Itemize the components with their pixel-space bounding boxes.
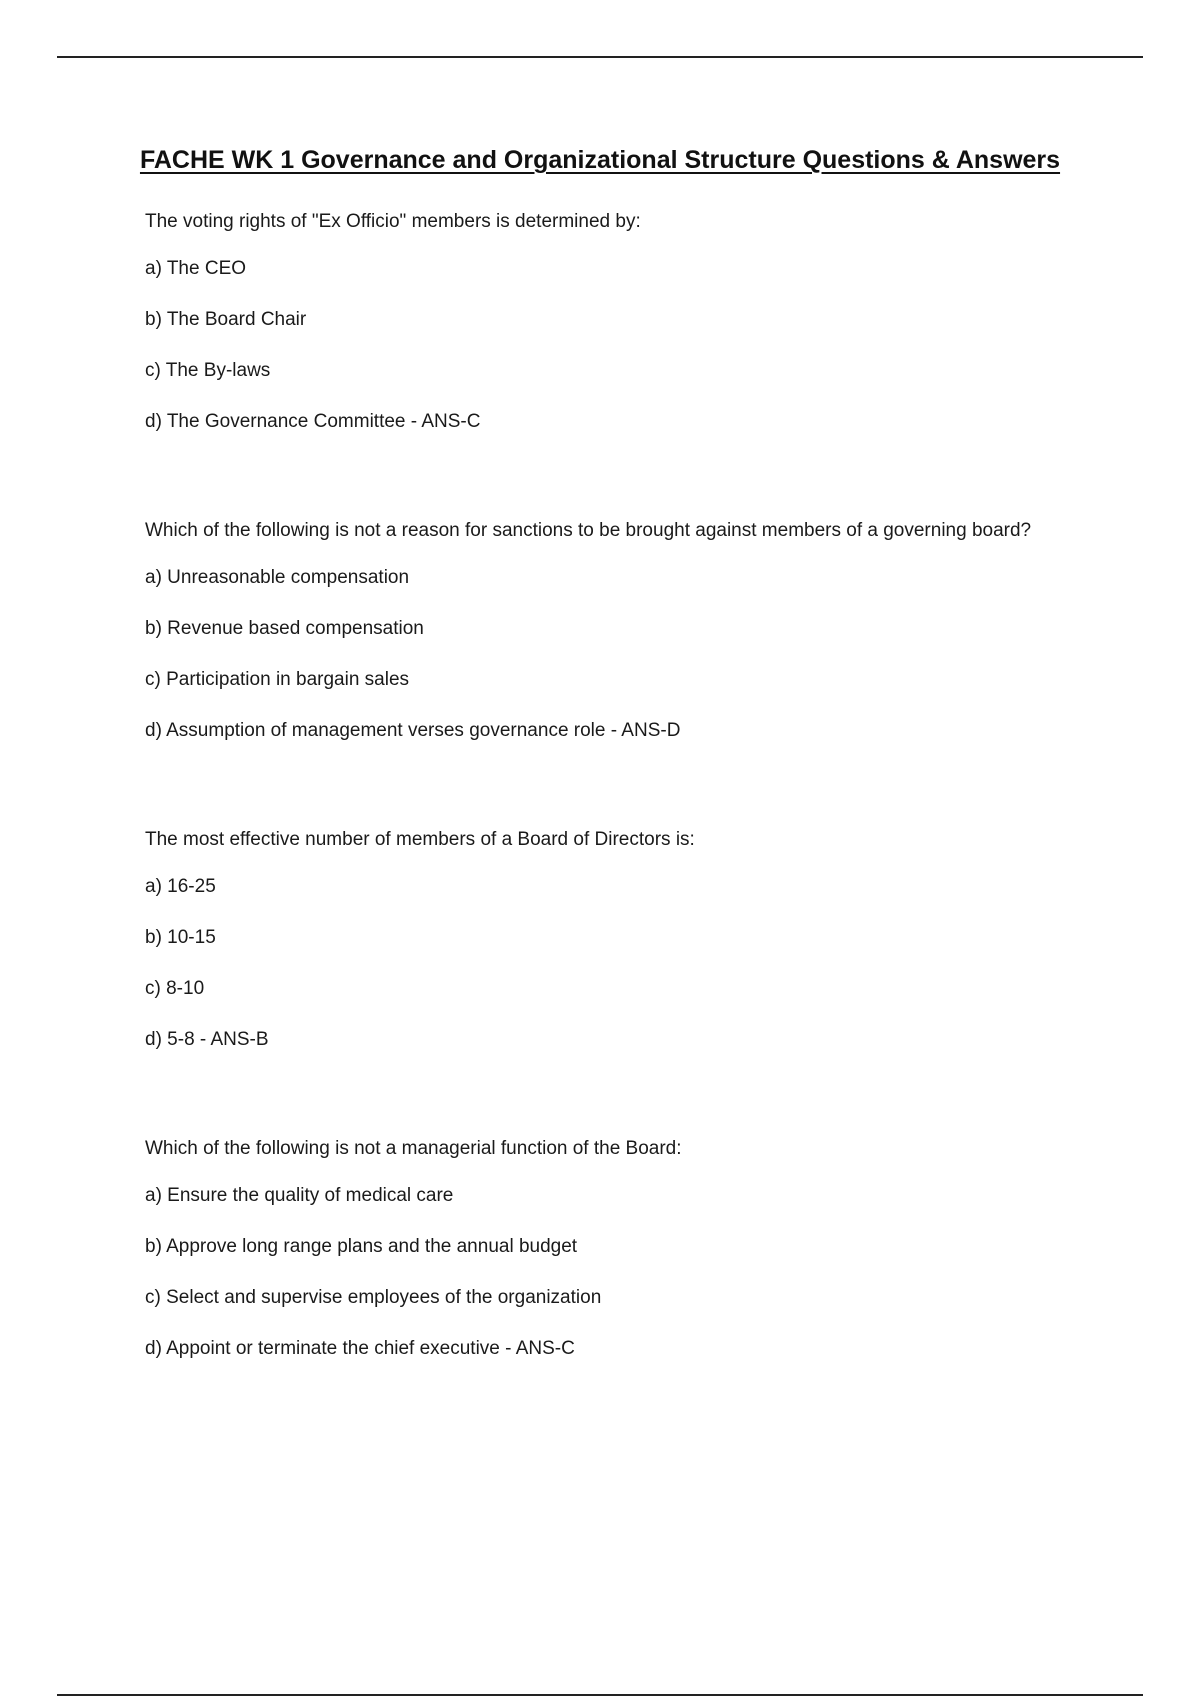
question-1 bbox=[145, 206, 1075, 515]
answer-option-c: c) The By-laws bbox=[145, 360, 271, 381]
answer-option-c: c) 8-10 bbox=[145, 978, 205, 999]
answer-option-a: a) 16-25 bbox=[145, 876, 216, 897]
question-2 bbox=[145, 515, 1075, 824]
top-rule bbox=[57, 56, 1143, 58]
document-body bbox=[145, 206, 1075, 1361]
answer-option-c: c) Participation in bargain sales bbox=[145, 669, 410, 690]
question-text: The most effective number of members of a Board of Directors is: bbox=[145, 829, 695, 850]
bottom-rule bbox=[57, 1694, 1143, 1696]
answer-option-a: a) The CEO bbox=[145, 258, 247, 279]
answer-option-a: a) Unreasonable compensation bbox=[145, 567, 410, 588]
page-title: FACHE WK 1 Governance and Organizational Structure Questions & Answers bbox=[139, 146, 1061, 174]
answer-option-d: d) Appoint or terminate the chief executive - ANS-C bbox=[145, 1338, 575, 1359]
question-text: The voting rights of "Ex Officio" members is determined by: bbox=[145, 211, 641, 232]
question-3 bbox=[145, 824, 1075, 1133]
answer-option-b: b) 10-15 bbox=[145, 927, 216, 948]
answer-option-b: b) Revenue based compensation bbox=[145, 618, 424, 639]
answer-option-d: d) 5-8 - ANS-B bbox=[145, 1029, 269, 1050]
answer-option-b: b) The Board Chair bbox=[145, 309, 307, 330]
answer-option-d: d) Assumption of management verses governance role - ANS-D bbox=[145, 720, 681, 741]
question-text: Which of the following is not a managerial function of the Board: bbox=[145, 1138, 682, 1159]
question-4 bbox=[145, 1133, 1075, 1361]
answer-option-a: a) Ensure the quality of medical care bbox=[145, 1185, 454, 1206]
answer-option-b: b) Approve long range plans and the annual budget bbox=[145, 1236, 578, 1257]
answer-option-d: d) The Governance Committee - ANS-C bbox=[145, 411, 481, 432]
answer-option-c: c) Select and supervise employees of the organization bbox=[145, 1287, 602, 1308]
question-text: Which of the following is not a reason for sanctions to be brought against members of a governing board? bbox=[145, 520, 1032, 541]
